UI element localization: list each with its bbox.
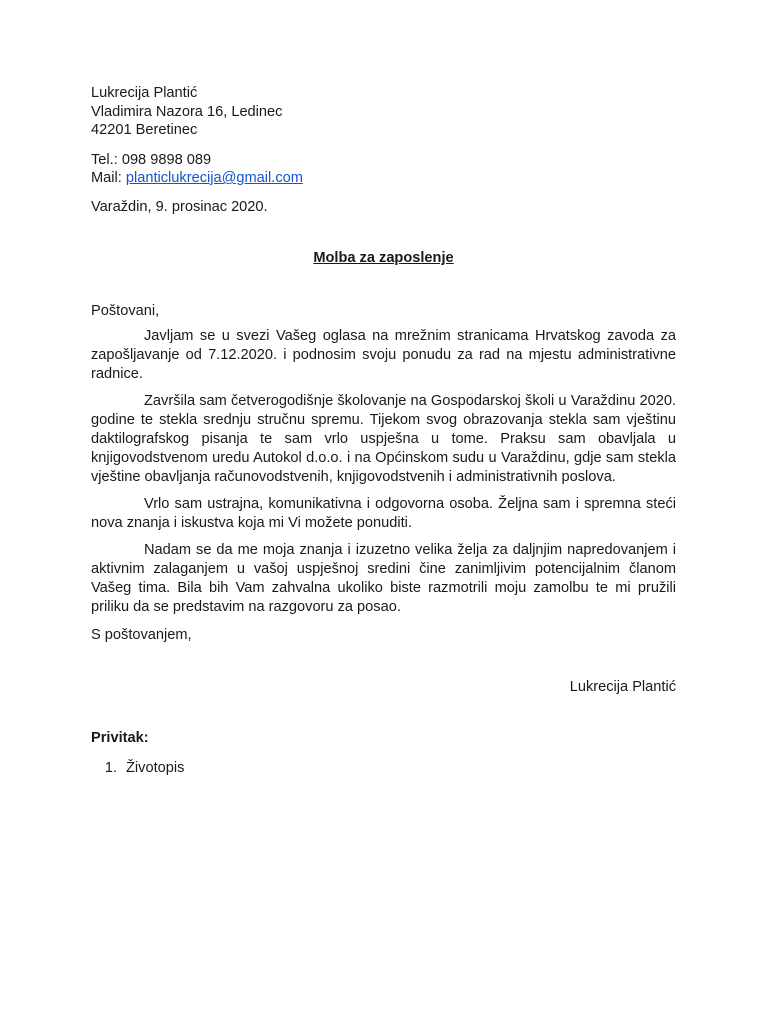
attachments-heading: Privitak: — [91, 730, 149, 746]
attachments-list — [91, 759, 676, 778]
list-item-number: 1. — [104, 759, 117, 776]
body-paragraph: Vrlo sam ustrajna, komunikativna i odgovorna osoba. Željna sam i spremna steći nova znanja i iskustva koja mi Vi možete ponuditi. — [91, 496, 676, 531]
phone-number: 098 9898 089 — [121, 151, 212, 168]
email-link[interactable]: planticlukrecija@gmail.com — [125, 170, 303, 186]
closing: S poštovanjem, — [91, 627, 192, 643]
list-item — [91, 759, 676, 778]
sender-address — [91, 84, 676, 140]
sender-city: 42201 Beretinec — [91, 122, 198, 138]
sender-street: Vladimira Nazora 16, Ledinec — [91, 103, 283, 120]
mail-line — [91, 169, 676, 188]
date-text: Varaždin, 9. prosinac 2020. — [91, 198, 268, 215]
phone-label: Tel.: — [91, 151, 122, 168]
greeting: Poštovani, — [91, 302, 160, 319]
date-line — [91, 198, 676, 217]
list-item-text: Životopis — [126, 759, 185, 776]
phone-line — [91, 151, 676, 170]
signature: Lukrecija Plantić — [569, 678, 676, 695]
mail-label: Mail: — [91, 170, 126, 186]
contact-info — [91, 151, 676, 188]
letter-subject: Molba za zaposlenje — [313, 250, 454, 266]
body-paragraph: Završila sam četverogodišnje školovanje na Gospodarskoj školi u Varaždinu 2020. godine te stekla srednju stručnu spremu. Tijekom svog obrazovanja stekla sam vještinu daktilografskog pisanja te sam vrlo uspješna u tome. Praksu sam obavljala u knjigovodstvenom uredu Autokol d.o.o. i na Općinskom sudu u Varaždinu, gdje sam stekla vještine obavljanja računovodstvenih, knjigovodstvenih i administrativnih poslova. — [91, 393, 676, 485]
body-paragraph: Nadam se da me moja znanja i izuzetno velika želja za daljnjim napredovanjem i aktivnim zalaganjem u vašoj uspješnoj sredini čine zanimljivim potencijalnim članom Vašeg tima. Bila bih Vam zahvalna ukoliko biste razmotrili moju zamolbu te mi pružili priliku da se predstavim na razgovoru za posao. — [91, 542, 676, 615]
letter-page — [91, 84, 676, 792]
sender-name: Lukrecija Plantić — [91, 85, 198, 101]
body-paragraph: Javljam se u svezi Vašeg oglasa na mrežnim stranicama Hrvatskog zavoda za zapošljavanje od 7.12.2020. i podnosim svoju ponudu za rad na mjestu administrativne radnice. — [91, 328, 676, 382]
